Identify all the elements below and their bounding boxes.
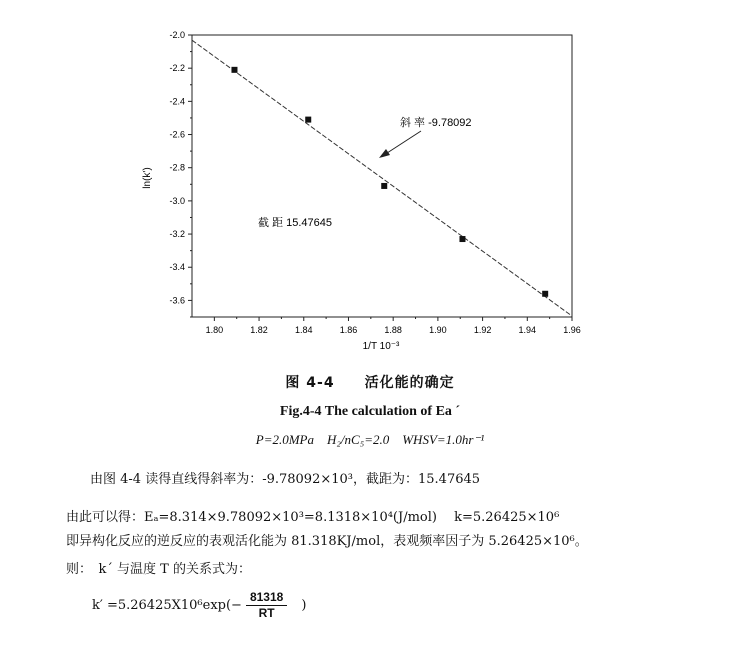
x-tick-label: 1.92	[473, 325, 492, 335]
x-tick-label: 1.94	[518, 325, 537, 335]
slope-label: 斜 率 -9.78092	[400, 117, 472, 129]
y-tick-label: -2.8	[169, 162, 185, 173]
regression-fit-line	[192, 40, 572, 316]
x-tick-label: 1.84	[294, 325, 313, 335]
formula-prefix: k′ =5.26425X10⁶exp(−	[92, 598, 242, 613]
data-point	[305, 117, 311, 123]
slope-arrow	[384, 131, 421, 155]
body-activation-energy: 由此可以得：Eₐ=8.314×9.78092×10³=8.1318×10⁴(J/mol) k=5.26425×10⁶	[66, 510, 560, 525]
x-tick-label: 1.80	[205, 325, 224, 335]
experimental-conditions: P=2.0MPa H₂/nC₅=2.0 WHSV=1.0hr⁻¹	[255, 432, 485, 447]
y-tick-label: -3.2	[169, 229, 185, 240]
body-relation-intro: 则： k´ 与温度 T 的关系式为：	[66, 562, 251, 577]
x-tick-label: 1.90	[429, 325, 447, 335]
y-axis-title: ln(k')	[142, 167, 153, 189]
body-conclusion: 即异构化反应的逆反应的表观活化能为 81.318KJ/mol，表观频率因子为 5.26425×10⁶。	[66, 534, 588, 549]
formula-suffix: )	[301, 598, 307, 613]
x-axis-title: 1/T 10⁻³	[362, 341, 400, 352]
x-tick-label: 1.96	[563, 325, 581, 335]
y-tick-label: -3.4	[169, 262, 185, 273]
data-point	[381, 183, 387, 189]
y-tick-label: -2.4	[169, 96, 185, 107]
x-tick-label: 1.82	[250, 325, 268, 335]
y-tick-label: -2.0	[169, 30, 185, 40]
data-point	[231, 67, 237, 73]
y-tick-label: -2.6	[169, 129, 185, 140]
data-point	[459, 236, 465, 242]
figure-caption-english: Fig.4-4 The calculation of Ea ´	[279, 404, 461, 419]
y-tick-label: -3.0	[169, 195, 185, 206]
x-tick-label: 1.88	[384, 325, 402, 335]
figure-caption-chinese: 图 4-4 活化能的确定	[285, 375, 455, 391]
formula-fraction	[246, 590, 287, 621]
formula-numerator: 81318	[246, 590, 287, 606]
arrhenius-formula	[92, 590, 306, 621]
x-tick-label: 1.86	[339, 325, 358, 335]
slope-annotation	[379, 115, 472, 158]
y-tick-label: -3.6	[169, 295, 185, 306]
slope-arrow-head	[379, 149, 390, 158]
data-point	[542, 291, 548, 297]
intercept-label: 截 距 15.47645	[258, 217, 332, 229]
y-tick-label: -2.2	[169, 63, 185, 74]
body-slope-intercept: 由图 4-4 读得直线得斜率为：-9.78092×10³，截距为：15.47645	[90, 472, 481, 487]
formula-denominator: RT	[258, 606, 275, 620]
